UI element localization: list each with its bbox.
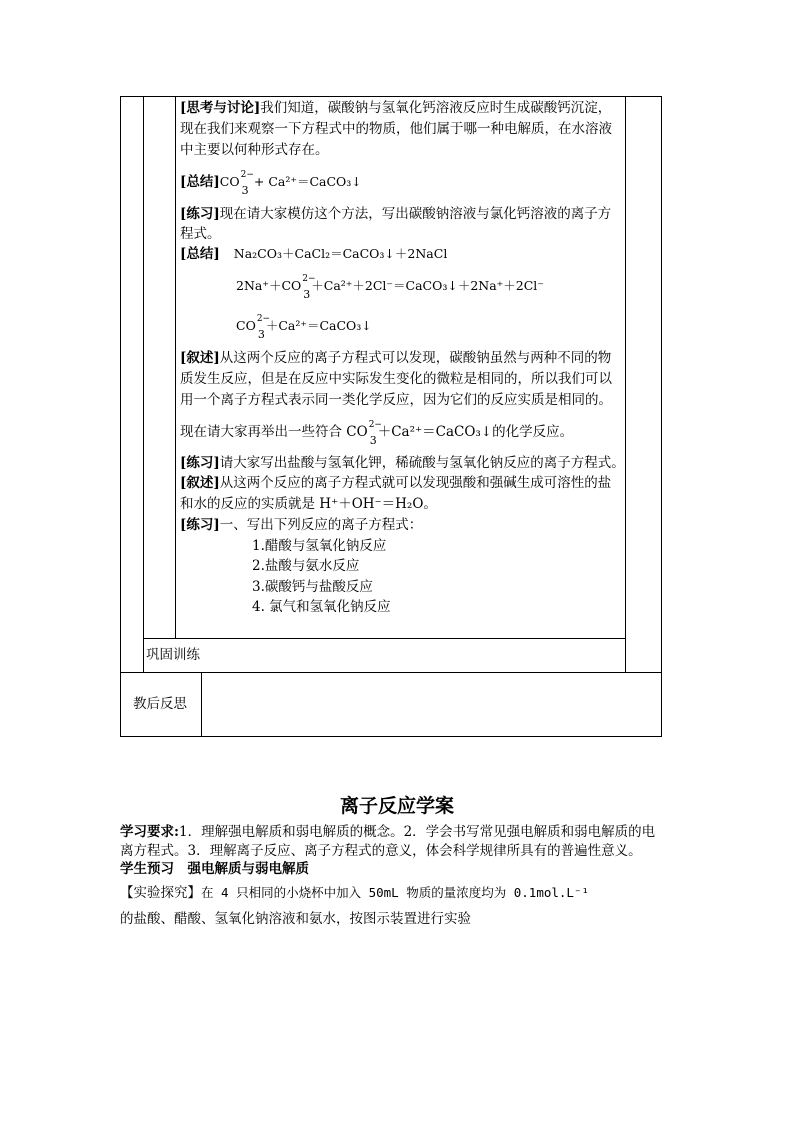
exercise1-line1: [练习]现在请大家模仿这个方法，写出碳酸钠溶液与氯化钙溶液的离子方 [180,206,612,222]
discussion-para-line2: 现在我们来观察一下方程式中的物质，他们属于哪一种电解质，在水溶液 [180,121,612,137]
reflection-col-divider [201,672,202,737]
exercise3-item: 2.盐酸与氨水反应 [252,558,360,574]
reflection-label: 教后反思 [133,696,187,712]
table-border-top [120,96,662,97]
exercise3-line: [练习]一、写出下列反应的离子方程式： [180,517,423,533]
requirements-tag: 学习要求: [120,824,179,840]
inner-row-divider [143,638,626,639]
discussion-tag: [思考与讨论] [180,100,261,116]
consolidation-label: 巩固训练 [146,647,200,663]
summary2-line3: CO 2− 3 ＋Ca²⁺＝CaCO₃↓ [236,313,372,341]
table-border-left [120,96,121,737]
exercise3-item: 3.碳酸钙与盐酸反应 [252,579,373,595]
inner-col-mid [175,96,176,638]
summary1-line: [总结]CO 2− 3 + Ca²⁺＝CaCO₃↓ [180,169,362,197]
inner-col-right [625,96,626,672]
summary2-line2: 2Na⁺＋CO 2− 3 ＋Ca²⁺＋2Cl⁻＝CaCO₃↓＋2Na⁺＋2Cl⁻ [236,273,544,301]
narration1-line2: 质发生反应，但是在反应中实际发生变化的微粒是相同的，所以我们可以 [180,371,612,387]
discussion-para-line1: [思考与讨论]我们知道，碳酸钠与氢氧化钙溶液反应时生成碳酸钙沉淀， [180,100,612,116]
experiment-line1: 【实验探究】在 4 只相同的小烧杯中加入 50mL 物质的量浓度均为 0.1mol.L⁻¹ [120,885,590,901]
narration1-line1: [叙述]从这两个反应的离子方程式可以发现，碳酸钠虽然与两种不同的物 [180,350,612,366]
narration2-line1: [叙述]从这两个反应的离子方程式就可以发现强酸和强碱生成可溶性的盐 [180,475,612,491]
page-title: 离子反应学案 [339,795,454,817]
requirements-line1: 学习要求:1．理解强电解质和弱电解质的概念。2．学会书写常见强电解质和弱电解质的电 [120,824,656,840]
exercise1-line2: 程式。 [180,226,221,242]
narration1-line3: 用一个离子方程式表示同一类化学反应，因为它们的反应实质是相同的。 [180,392,612,408]
summary2-line1: [总结] Na₂CO₃＋CaCl₂＝CaCO₃↓＋2NaCl [180,246,448,262]
experiment-line2: 的盐酸、醋酸、氢氧化钠溶液和氨水，按图示装置进行实验 [120,911,471,927]
experiment-tag: 【实验探究】 [120,885,201,901]
inner-col-left [143,96,144,672]
exercise3-item: 4. 氯气和氢氧化钠反应 [252,599,391,615]
narration2-line2: 和水的反应的实质就是 H⁺＋OH⁻＝H₂O。 [180,496,437,512]
preview-heading: 学生预习 强电解质与弱电解质 [120,861,309,877]
table-border-right [661,96,662,737]
discussion-para-line3: 中主要以何种形式存在。 [180,142,329,158]
exercise3-item: 1.醋酸与氢氧化钠反应 [252,538,387,554]
exercise2-line: [练习]请大家写出盐酸与氢氧化钾，稀硫酸与氢氧化钠反应的离子方程式。 [180,455,625,471]
requirements-line2: 离方程式。3．理解离子反应、离子方程式的意义，体会科学规律所具有的普遍性意义。 [120,843,642,859]
question-line: 现在请大家再举出一些符合 CO 2− 3 ＋Ca²⁺＝CaCO₃↓的化学反应。 [180,419,574,447]
